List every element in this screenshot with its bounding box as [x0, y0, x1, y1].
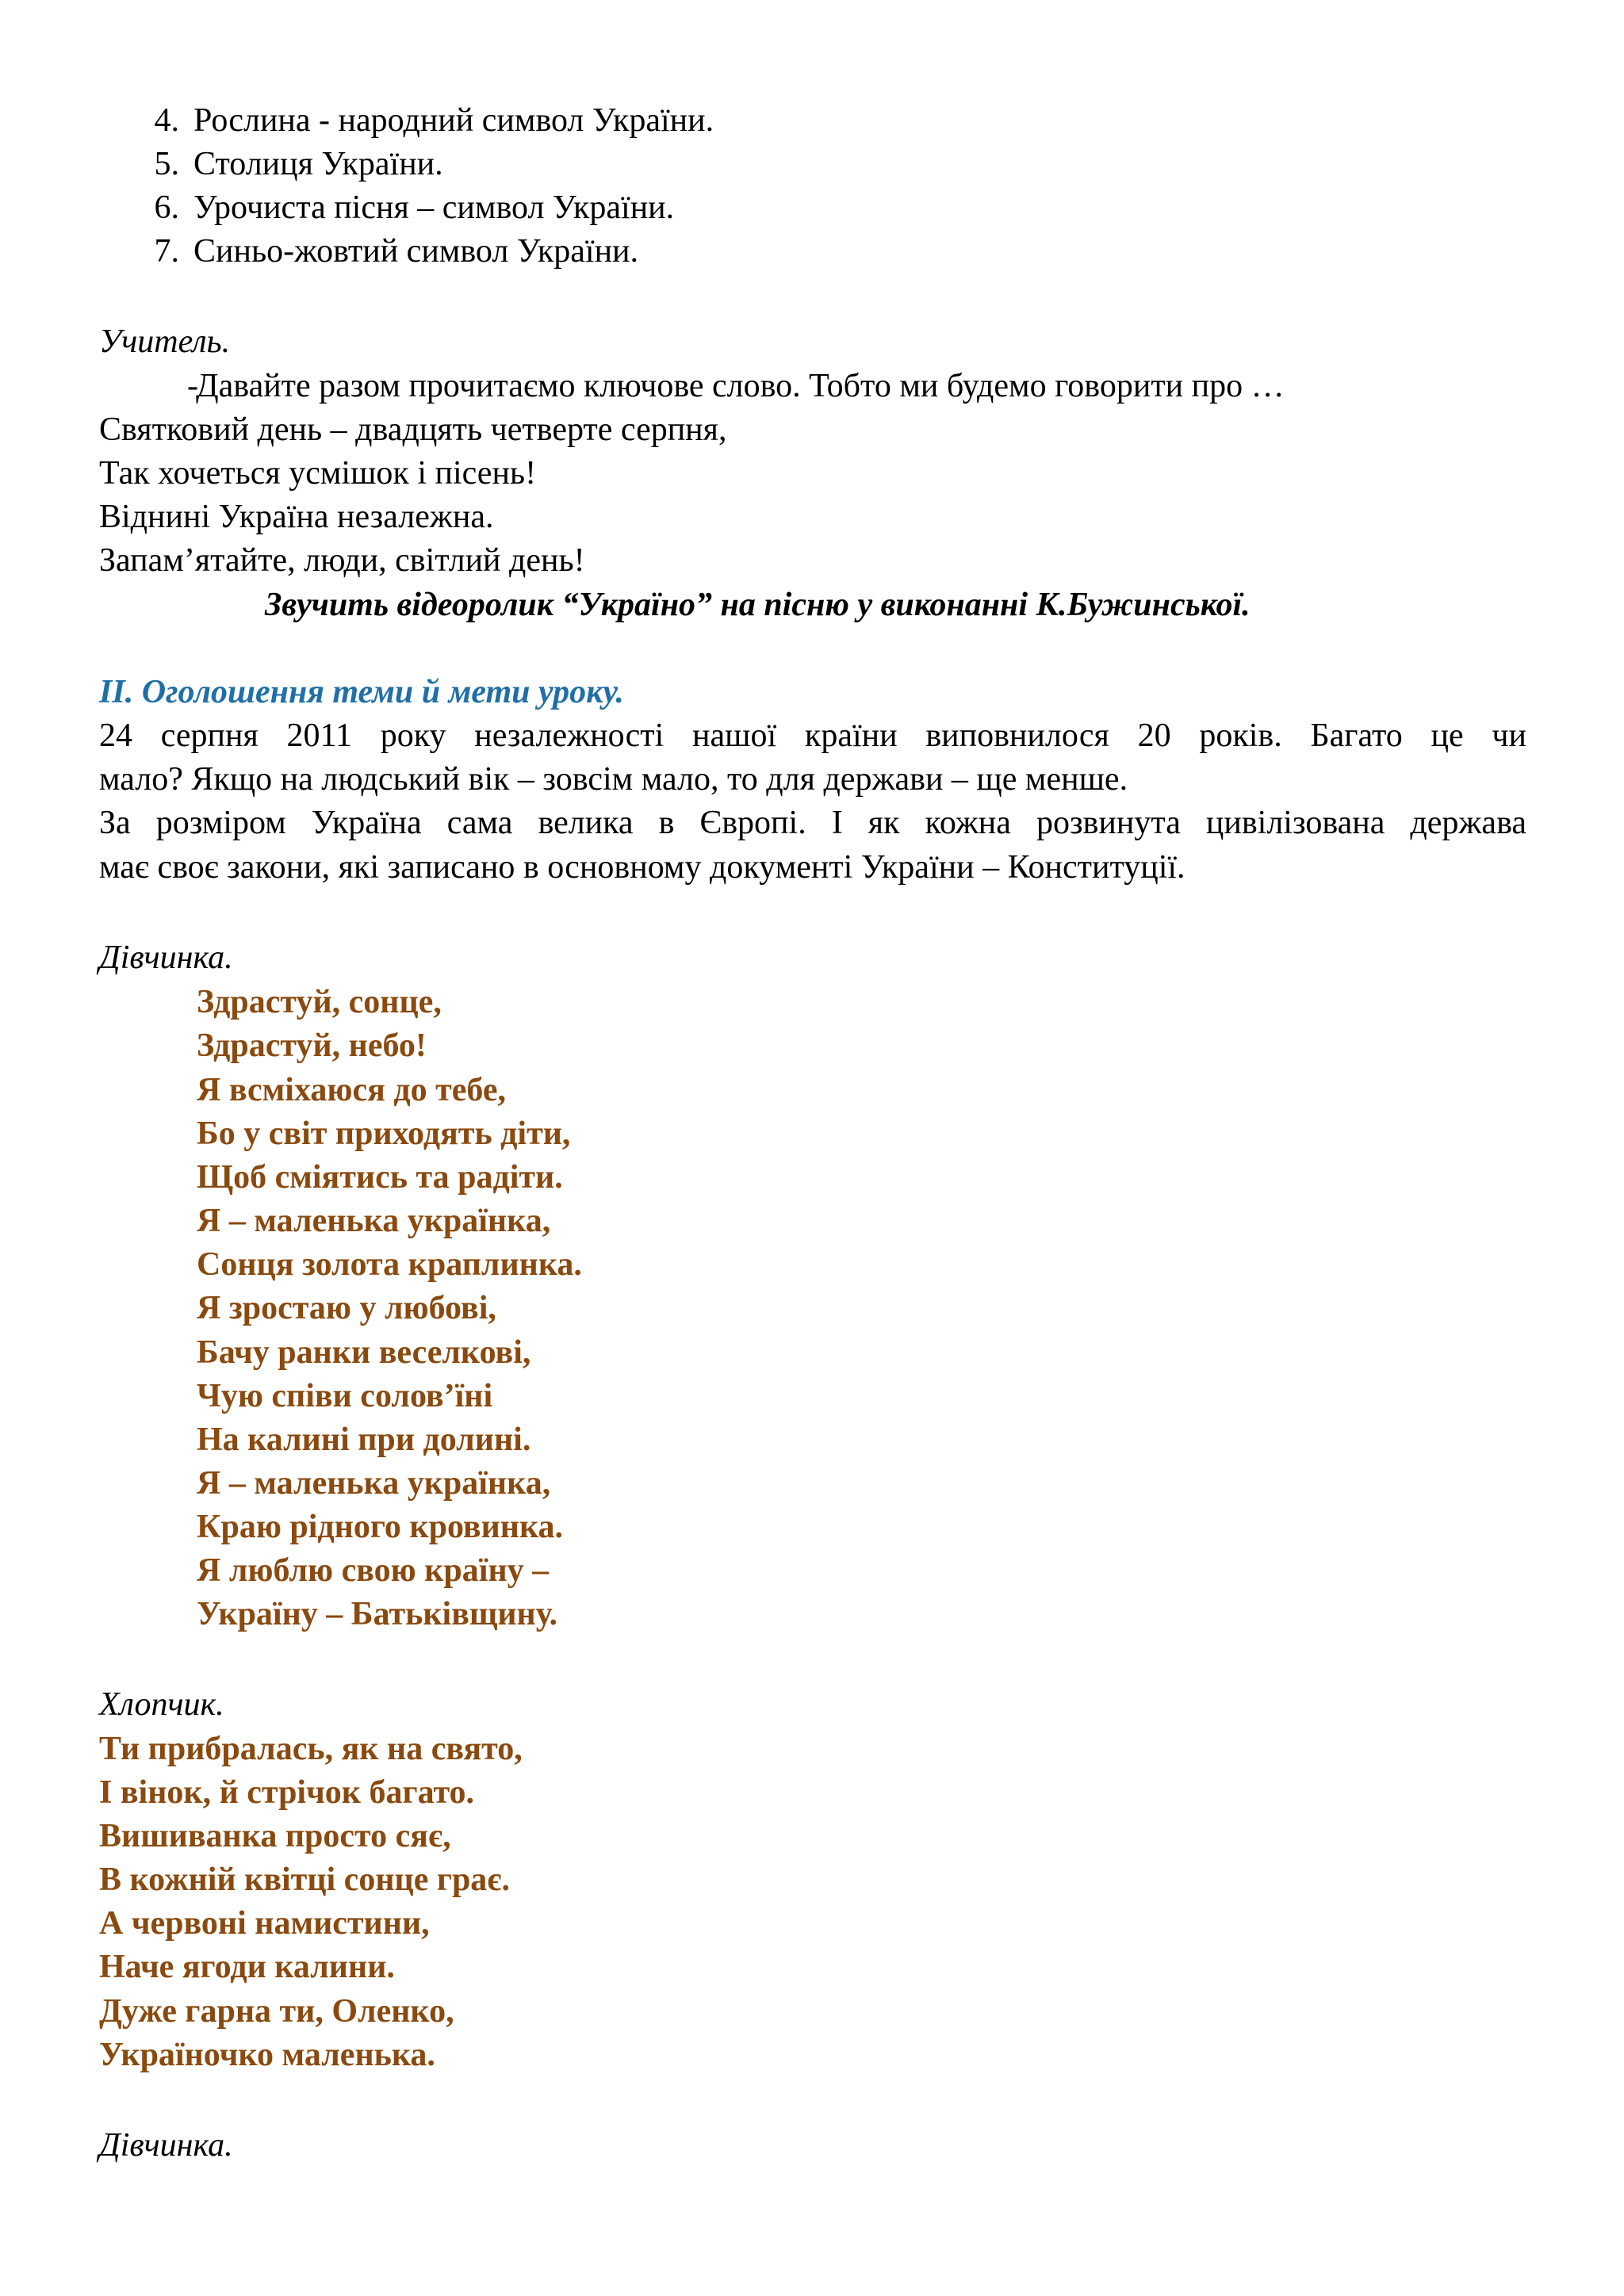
verse-line: Я люблю свою країну – — [197, 1552, 550, 1589]
paragraph-line: 24 серпня 2011 року незалежності нашої країни виповнилося 20 років. Багато це чи — [99, 718, 1526, 754]
verse-line: В кожній квітці сонце грає. — [99, 1862, 510, 1898]
paragraph-line: За розміром Україна сама велика в Європі. І як кожна розвинута цивілізована держава — [99, 805, 1526, 841]
verse-line: Я всміхаюся до тебе, — [197, 1072, 506, 1108]
paragraph-line: має своє закони, які записано в основному документі України – Конституції. — [99, 849, 1185, 886]
verse-line: Бо у світ приходять діти, — [197, 1115, 571, 1152]
verse-line: Здрастуй, небо! — [197, 1027, 427, 1064]
verse-line: І вінок, й стрічок багато. — [99, 1774, 475, 1811]
verse-line: Дуже гарна ти, Оленко, — [99, 1993, 454, 2030]
paragraph-line: мало? Якщо на людський вік – зовсім мало, то для держави – ще менше. — [99, 761, 1128, 798]
verse-line: Здрастуй, сонце, — [197, 984, 442, 1020]
verse-line: На калині при долині. — [197, 1422, 531, 1458]
verse-line: Наче ягоди калини. — [99, 1949, 395, 1985]
poem-line: Запам’ятайте, люди, світлий день! — [99, 542, 585, 579]
verse-line: Щоб сміятись та радіти. — [197, 1159, 563, 1196]
verse-line: А червоні намистини, — [99, 1905, 430, 1942]
list-item: 4. Рослина - народний символ України. — [154, 102, 714, 139]
section-heading: ІІ. Оголошення теми й мети уроку. — [99, 674, 624, 710]
verse-line: Я – маленька українка, — [197, 1203, 551, 1239]
verse-line: Ти прибралась, як на свято, — [99, 1731, 523, 1767]
poem-line: Святковий день – двадцять четверте серпня, — [99, 411, 727, 448]
verse-line: Бачу ранки веселкові, — [197, 1334, 531, 1371]
speaker-girl: Дівчинка. — [99, 939, 233, 976]
list-item: 7. Синьо-жовтий символ України. — [154, 233, 639, 270]
poem-line: Віднині Україна незалежна. — [99, 499, 494, 535]
list-item: 6. Урочиста пісня – символ України. — [154, 189, 675, 226]
list-item: 5. Столиця України. — [154, 146, 443, 182]
verse-line: Я зростаю у любові, — [197, 1290, 496, 1326]
verse-line: Я – маленька українка, — [197, 1465, 551, 1502]
verse-line: Сонця золота краплинка. — [197, 1246, 582, 1283]
poem-line: Так хочеться усмішок і пісень! — [99, 455, 537, 492]
speaker-teacher: Учитель. — [99, 323, 231, 360]
verse-line: Чую співи солов’їні — [197, 1378, 493, 1414]
speaker-boy: Хлопчик. — [99, 1686, 224, 1723]
verse-line: Краю рідного кровинка. — [197, 1509, 564, 1545]
verse-line: Україну – Батьківщину. — [197, 1596, 558, 1632]
teacher-dash: - — [187, 368, 198, 404]
verse-line: Україночко маленька. — [99, 2037, 435, 2073]
video-note: Звучить відеоролик “Україно” на пісню у виконанні К.Бужинської. — [265, 587, 1251, 623]
speaker-girl: Дівчинка. — [99, 2127, 233, 2164]
teacher-line: Давайте разом прочитаємо ключове слово. Тобто ми будемо говорити про … — [196, 368, 1285, 404]
verse-line: Вишиванка просто сяє, — [99, 1818, 451, 1854]
